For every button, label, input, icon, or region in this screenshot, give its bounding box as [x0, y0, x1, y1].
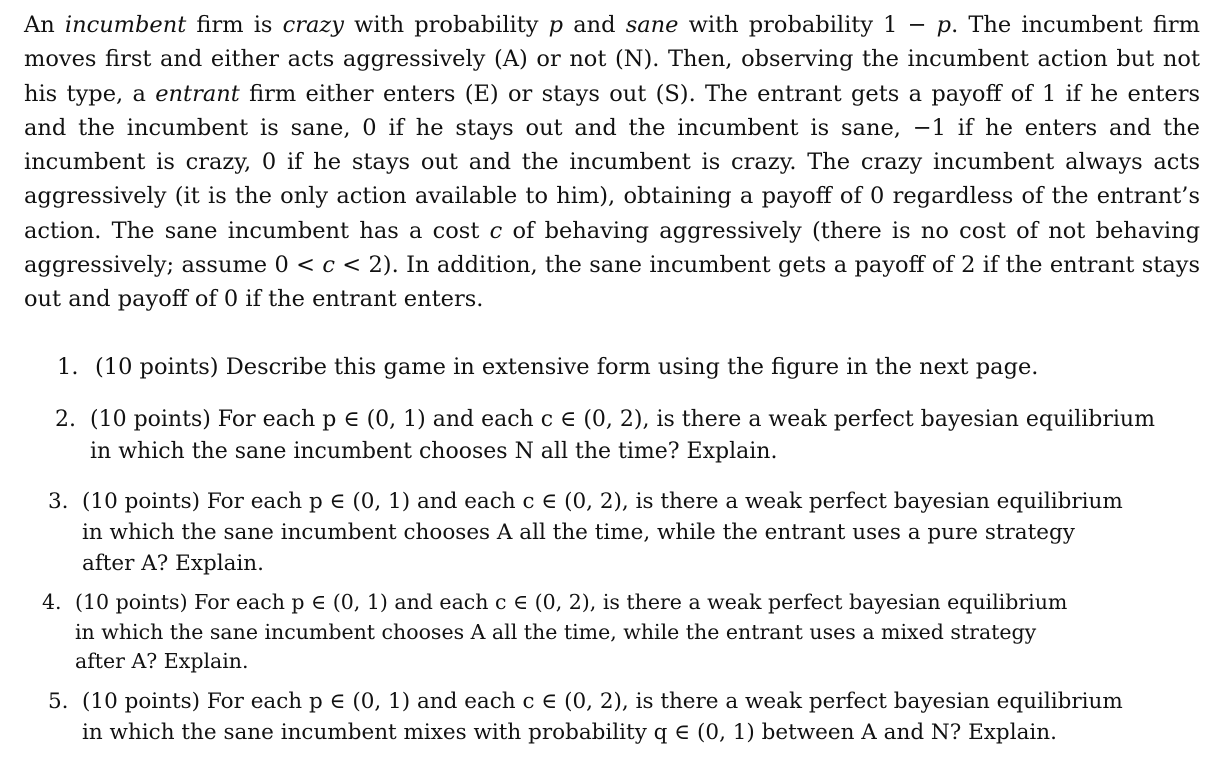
intro-text: of behaving aggressively (there is no cost of not behaving aggressively; assume 0 < [24, 217, 1200, 279]
question-1 [57, 351, 1038, 383]
intro-text: with probability [343, 12, 549, 38]
question-line: after A? Explain. [75, 649, 249, 673]
intro-text: < 2). In addition, the sane incumbent gets a payoff of 2 if the entrant stays out and payoff of 0 if the entrant enters. [24, 252, 1201, 313]
intro-text: firm either enters (E) or stays out (S). The entrant gets a payoff of 1 if he enters and the incumbent is sane, 0 if he stays out and the incumbent is sane, −1 if he enters and the incumbent is crazy, 0 if he stays out and the incumbent is crazy. The crazy incumbent always acts aggressively (it is the only action available to him), obtaining a payoff of 0 regardless of the entrant’s action. The sane incumbent has a cost [24, 80, 1200, 244]
question-line: in which the sane incumbent mixes with probability q ∈ (0, 1) between A and N? Explain. [82, 720, 1057, 745]
question-line: (10 points) For each p ∈ (0, 1) and each c ∈ (0, 2), is there a weak perfect bayesian equilibrium [82, 689, 1123, 714]
question-line: in which the sane incumbent chooses A all the time, while the entrant uses a mixed strategy [75, 619, 1037, 644]
question-line: in which the sane incumbent chooses N all the time? Explain. [90, 439, 778, 464]
question-number: 3. [48, 489, 69, 514]
intro-text: and [563, 12, 626, 38]
question-3 [48, 486, 1123, 579]
question-number: 2. [55, 407, 76, 432]
question-2 [55, 404, 1155, 468]
var-p: p [936, 12, 952, 38]
term-entrant: entrant [155, 80, 240, 107]
var-p: p [548, 12, 564, 38]
term-incumbent: incumbent [64, 12, 187, 38]
question-5 [48, 686, 1123, 748]
question-line: (10 points) For each p ∈ (0, 1) and each c ∈ (0, 2), is there a weak perfect bayesian equilibrium [75, 590, 1068, 614]
question-line: in which the sane incumbent chooses A all the time, while the entrant uses a pure strategy [82, 520, 1075, 545]
var-c: c [489, 217, 503, 244]
intro-text: with probability 1 − [678, 12, 937, 38]
question-line: after A? Explain. [82, 551, 264, 576]
problem-statement [24, 8, 1200, 317]
var-c: c [322, 252, 335, 279]
intro-text: An [24, 12, 65, 38]
question-line: (10 points) For each p ∈ (0, 1) and each c ∈ (0, 2), is there a weak perfect bayesian equilibrium [90, 407, 1155, 432]
question-number: 1. [57, 354, 79, 380]
question-4 [42, 588, 1067, 677]
intro-text: firm is [186, 12, 283, 38]
term-crazy: crazy [282, 12, 344, 38]
intro-text: . The incumbent firm moves first and either acts aggressively (A) or not (N). Then, observing the incumbent action but not his type, a [24, 12, 1200, 107]
term-sane: sane [625, 12, 679, 38]
question-line: (10 points) For each p ∈ (0, 1) and each c ∈ (0, 2), is there a weak perfect bayesian equilibrium [82, 489, 1123, 514]
question-number: 5. [48, 689, 69, 714]
question-number: 4. [42, 590, 62, 614]
question-line: (10 points) Describe this game in extensive form using the figure in the next page. [95, 354, 1039, 380]
